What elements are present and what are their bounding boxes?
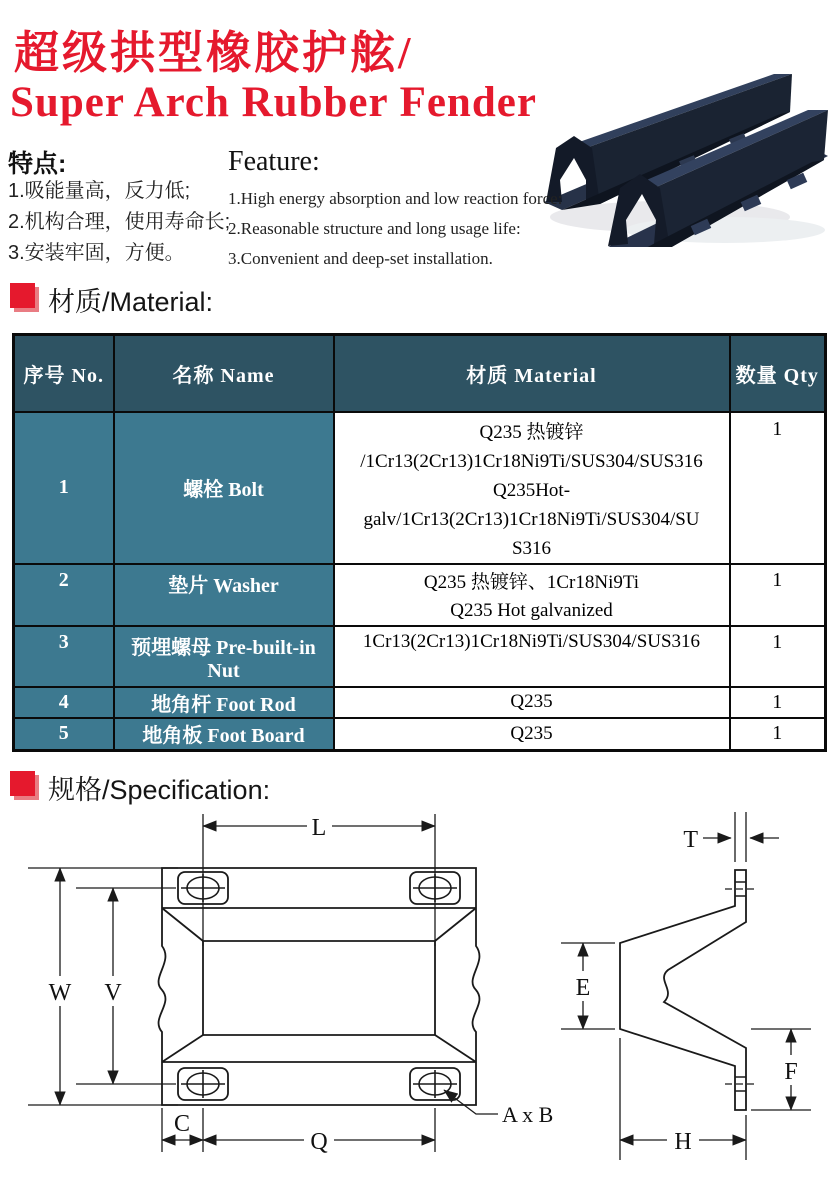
cell-name: 预埋螺母 Pre-built-in Nut: [114, 626, 334, 687]
dimension-labels: [569, 827, 805, 1155]
material-line: Q235 Hot galvanized: [450, 599, 613, 621]
table-row: [14, 564, 826, 626]
feature-item: 1.High energy absorption and low reaction force:: [228, 189, 563, 208]
cell-material: [334, 412, 730, 564]
front-view-drawing: [18, 800, 553, 1192]
cell-material: [334, 687, 730, 718]
dim-label-W: W: [48, 980, 72, 1006]
feature-item: 2.机构合理，使用寿命长;: [8, 211, 231, 233]
material-line: S316: [511, 537, 552, 559]
material-line: Q235: [510, 722, 553, 744]
cell-qty: 1: [730, 718, 826, 751]
dim-label-H: H: [674, 1129, 692, 1155]
cell-name: 地角板 Foot Board: [114, 718, 334, 751]
section-title: 规格/Specification:: [48, 775, 271, 805]
dim-label-T: T: [683, 827, 698, 853]
page-title-chinese: 超级拱型橡胶护舷/: [14, 28, 414, 78]
col-header-no: 序号 No.: [14, 335, 114, 412]
table-row: [14, 687, 826, 718]
dimension-lines: [561, 812, 811, 1160]
cell-material: [334, 626, 730, 687]
dimension-lines: [28, 814, 498, 1152]
material-line: 1Cr13(2Cr13)1Cr18Ni9Ti/SUS304/SUS316: [362, 630, 701, 652]
features-heading-english: Feature:: [228, 146, 320, 177]
cell-material: [334, 718, 730, 751]
red-square-icon: [10, 283, 35, 308]
dim-label-E: E: [575, 975, 591, 1001]
dim-label-V: V: [104, 980, 122, 1006]
dim-label-F: F: [784, 1059, 798, 1085]
cell-material: [334, 564, 730, 626]
table-row: [14, 412, 826, 564]
cell-name: 垫片 Washer: [114, 564, 334, 626]
material-line: Q235: [510, 691, 553, 712]
col-header-material: 材质 Material: [334, 335, 730, 412]
cell-no: 2: [14, 564, 114, 626]
profile-view-drawing: [553, 800, 830, 1192]
cell-qty: 1: [730, 626, 826, 687]
dimension-labels: [46, 813, 553, 1155]
table-row: [14, 626, 826, 687]
dim-label-L: L: [311, 815, 327, 841]
features-heading-chinese: 特点:: [8, 150, 67, 178]
features-list-chinese: [8, 176, 230, 269]
cell-qty: 1: [730, 687, 826, 718]
dim-label-C: C: [173, 1111, 191, 1137]
feature-item: 2.Reasonable structure and long usage life:: [228, 219, 521, 238]
material-line: Q235 热镀锌、1Cr18Ni9Ti: [423, 571, 640, 593]
feature-item: 3.安装牢固，方便。: [8, 242, 185, 264]
red-square-icon: [10, 771, 35, 796]
front-view-outline: [159, 868, 480, 1105]
table-header-row: [14, 335, 826, 412]
feature-item: 1.吸能量高，反力低;: [8, 180, 191, 202]
profile-outline: [620, 870, 756, 1110]
material-line: /1Cr13(2Cr13)1Cr18Ni9Ti/SUS304/SUS316: [360, 450, 703, 472]
cell-no: 3: [14, 626, 114, 687]
material-table: [12, 333, 827, 752]
cell-qty: 1: [730, 412, 826, 564]
cell-name: 螺栓 Bolt: [114, 412, 334, 564]
material-line: Q235 热镀锌: [479, 421, 584, 443]
cell-no: 5: [14, 718, 114, 751]
section-title: 材质/Material:: [48, 287, 214, 317]
product-photo: [540, 52, 830, 247]
page-title-english: Super Arch Rubber Fender: [10, 79, 537, 126]
material-line: Q235Hot-galv/1Cr13(2Cr13)1Cr18Ni9Ti/SUS304/SU: [363, 479, 700, 530]
col-header-name: 名称 Name: [114, 335, 334, 412]
dim-label-AxB: A x B: [502, 1102, 553, 1127]
dim-label-Q: Q: [310, 1129, 328, 1155]
cell-no: 4: [14, 687, 114, 718]
table-row: [14, 718, 826, 751]
cell-qty: 1: [730, 564, 826, 626]
cell-name: 地角杆 Foot Rod: [114, 687, 334, 718]
features-list-english: [228, 184, 562, 274]
feature-item: 3.Convenient and deep-set installation.: [228, 249, 493, 268]
cell-no: 1: [14, 412, 114, 564]
col-header-qty: 数量 Qty: [730, 335, 826, 412]
